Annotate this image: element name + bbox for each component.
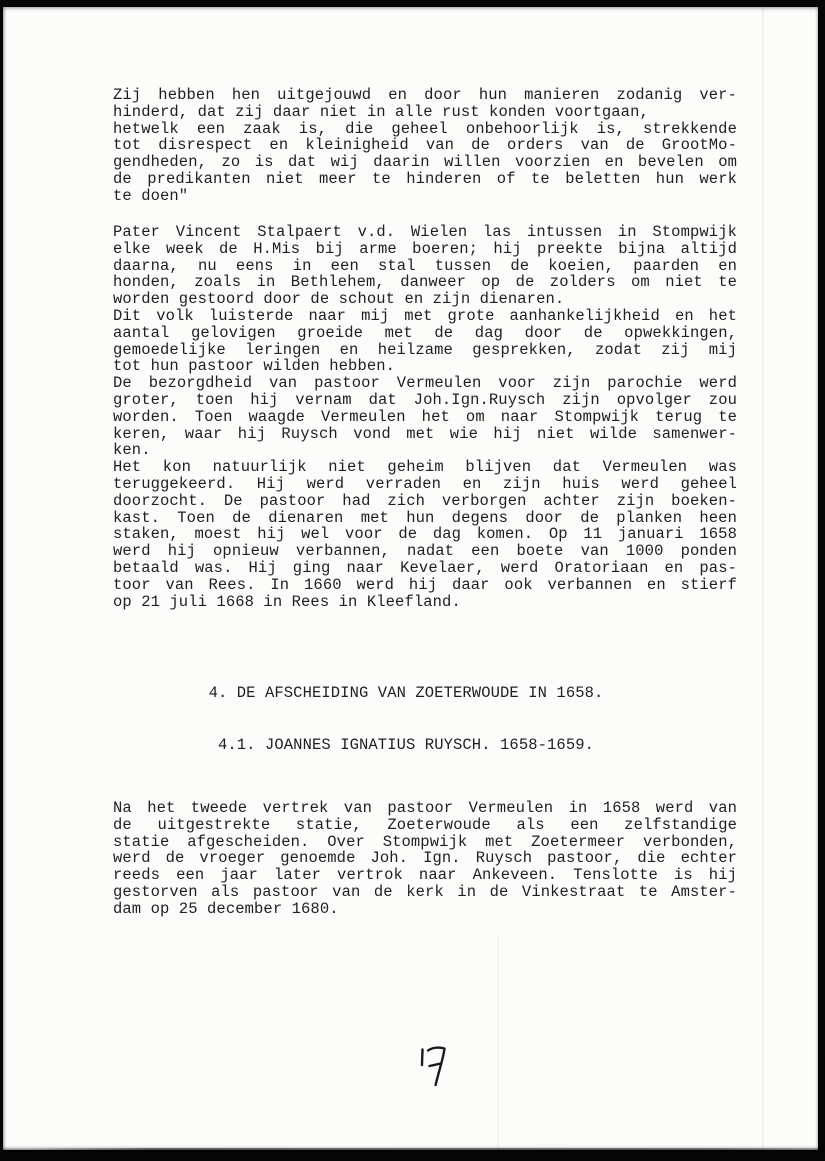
text-line: staken, moest hij wel voor de dag komen. Op 11 januari 1658 xyxy=(113,525,737,544)
text-line: honden, zoals in Bethlehem, danweer op de zolders om niet te xyxy=(113,273,737,292)
text-line: de uitgestrekte statie, Zoeterwoude als een zelfstandige xyxy=(113,815,737,834)
text-line: hetwelk een zaak is, die geheel onbehoorlijk is, strekkende xyxy=(113,119,737,138)
scan-artifact-line xyxy=(497,937,499,1150)
text-line: Het kon natuurlijk niet geheim blijven dat Vermeulen was xyxy=(113,458,737,477)
text-line: aantal gelovigen groeide met de dag door de opwekkingen, xyxy=(113,323,737,342)
text-line: werd de vroeger genoemde Joh. Ign. Ruysch pastoor, die echter xyxy=(113,849,737,868)
text-line: worden gestoord door de schout en zijn dienaren. xyxy=(113,290,565,309)
subsection-heading: 4.1. JOANNES IGNATIUS RUYSCH. 1658-1659. xyxy=(217,736,595,754)
text-line: reeds een jaar later vertrok naar Ankeveen. Tenslotte is hij xyxy=(113,866,737,885)
text-line: de predikanten niet meer te hinderen of te beletten hun werk xyxy=(113,169,737,188)
handwritten-page-number xyxy=(407,1033,477,1098)
scan-border-bottom xyxy=(0,1152,825,1161)
text-line: De bezorgdheid van pastoor Vermeulen voor zijn parochie werd xyxy=(113,374,737,393)
text-line: gendheden, zo is dat wij daarin willen voorzien en bevelen om xyxy=(113,153,737,172)
text-line: Zij hebben hen uitgejouwd en door hun manieren zodanig ver- xyxy=(113,86,737,104)
text-line: Na het tweede vertrek van pastoor Vermeulen in 1658 werd van xyxy=(113,799,737,817)
text-line: doorzocht. De pastoor had zich verborgen achter zijn boeken- xyxy=(113,491,737,510)
text-line: hinderd, dat zij daar niet in alle rust konden voortgaan, xyxy=(113,102,649,121)
text-line: kast. Toen de dienaren met hun degens door de planken heen xyxy=(113,508,737,527)
text-line: op 21 juli 1668 in Rees in Kleefland. xyxy=(113,592,461,611)
text-line: dam op 25 december 1680. xyxy=(113,899,339,918)
text-line: tot hun pastoor wilden hebben. xyxy=(113,357,396,376)
handwritten-17-icon xyxy=(407,1033,477,1098)
text-line: statie afgescheiden. Over Stompwijk met Zoetermeer verbonden, xyxy=(113,832,737,851)
text-line: worden. Toen waagde Vermeulen het om naar Stompwijk terug te xyxy=(113,407,737,426)
paragraph-quote xyxy=(113,87,737,205)
text-line: groter, toen hij vernam dat Joh.Ign.Ruysch zijn opvolger zou xyxy=(113,390,737,409)
text-line: teruggekeerd. Hij werd verraden en zijn huis werd geheel xyxy=(113,474,737,493)
section-heading: 4. DE AFSCHEIDING VAN ZOETERWOUDE IN 1658. xyxy=(208,684,604,702)
text-line: toor van Rees. In 1660 werd hij daar ook verbannen en stierf xyxy=(113,575,737,594)
text-line: gestorven als pastoor van de kerk in de Vinkestraat te Amster- xyxy=(113,882,737,901)
scan-border-left xyxy=(0,0,3,1161)
text-line: Dit volk luisterde naar mij met grote aanhankelijkheid en het xyxy=(113,306,737,325)
text-line: werd hij opnieuw verbannen, nadat een boete van 1000 ponden xyxy=(113,542,737,561)
text-line: tot disrespect en kleinigheid van de orders van de GrootMo- xyxy=(113,136,737,155)
text-line: elke week de H.Mis bij arme boeren; hij preekte bijna altijd xyxy=(113,239,737,258)
paragraph-body-stompwijk xyxy=(113,224,737,610)
text-line: ken. xyxy=(113,441,151,460)
page-paper xyxy=(3,7,818,1150)
text-line: keren, waar hij Ruysch vond met wie hij niet wilde samenwer- xyxy=(113,424,737,443)
paragraph-body-zoeterwoude xyxy=(113,800,737,918)
scan-border-right xyxy=(818,0,825,1055)
scan-bottom-shadow xyxy=(30,1148,825,1150)
scan-artifact-line xyxy=(762,7,764,1150)
text-line: Pater Vincent Stalpaert v.d. Wielen las intussen in Stompwijk xyxy=(113,223,737,241)
text-line: betaald was. Hij ging naar Kevelaer, werd Oratoriaan en pas- xyxy=(113,558,737,577)
text-line: daarna, nu eens in een stal tussen de koeien, paarden en xyxy=(113,256,737,275)
scan-border-top xyxy=(0,0,825,7)
text-line: te doen" xyxy=(113,186,189,205)
text-line: gemoedelijke leringen en heilzame gesprekken, zodat zij mij xyxy=(113,340,737,359)
